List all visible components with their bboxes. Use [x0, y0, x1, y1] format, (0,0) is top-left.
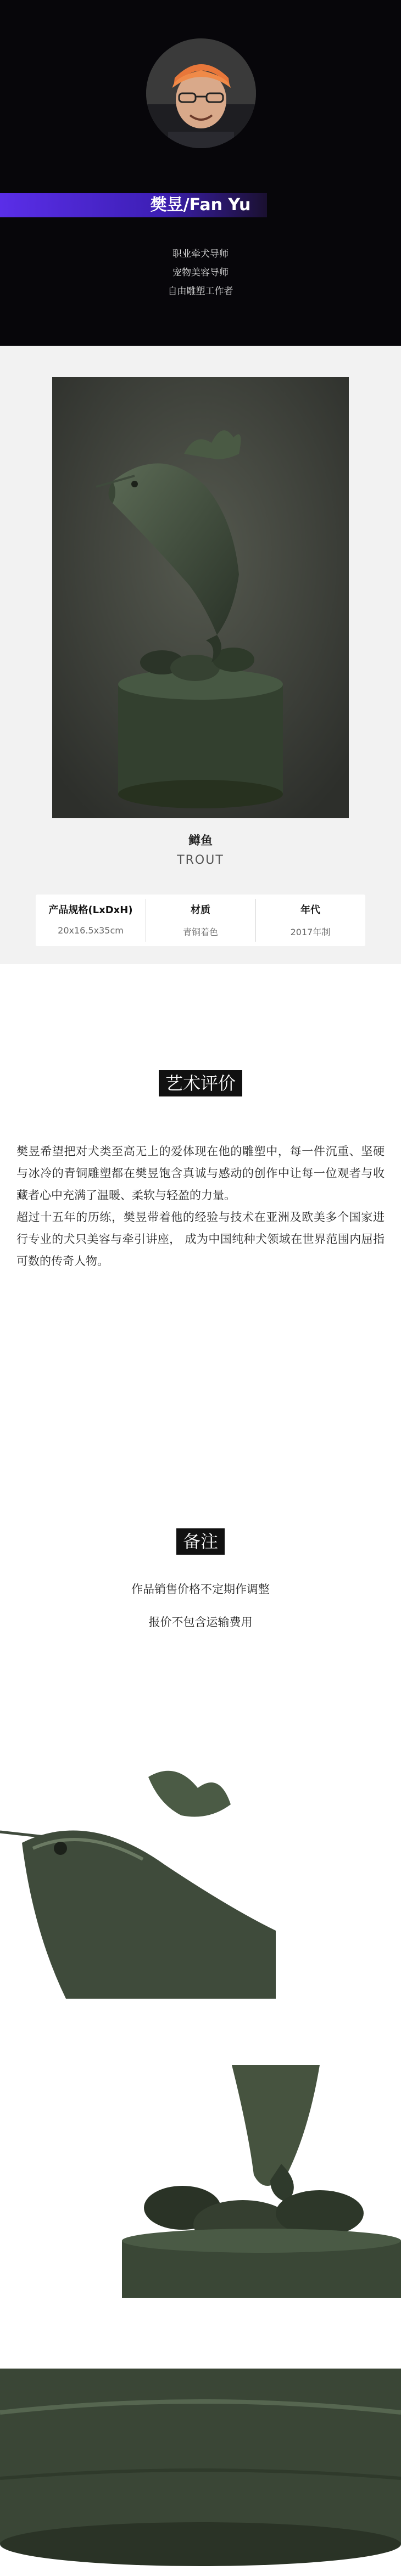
spec-material [146, 895, 255, 946]
detail-photo-fish-tail-rocks [122, 2065, 401, 2298]
note-line-2: 报价不包含运输费用 [148, 1616, 253, 1629]
spec-material-label: 材质 [191, 904, 210, 916]
artist-title-3: 自由雕塑工作者 [168, 286, 233, 297]
review-title: 艺术评价 [159, 1070, 242, 1096]
artist-title-1: 职业牵犬导师 [172, 249, 229, 260]
detail-photo-base [0, 2369, 401, 2576]
artist-title-2: 宠物美容导师 [172, 267, 229, 278]
note-line-1: 作品销售价格不定期作调整 [131, 1583, 270, 1596]
review-text [16, 1140, 385, 1272]
spec-year [255, 895, 365, 946]
spec-material-value: 青铜着色 [182, 927, 218, 937]
product-name: 鳟鱼 [188, 834, 213, 848]
trout-sculpture-photo [52, 377, 349, 818]
review-paragraph-2: 超过十五年的历练，樊昱带着他的经验与技术在亚洲及欧美多个国家进行专业的犬只美容与牵引讲座， 成为中国纯种犬领域在世界范围内屈指可数的传奇人物。 [16, 1211, 385, 1268]
product-section [0, 346, 401, 964]
notes-section-title [0, 1528, 401, 1555]
artist-titles [0, 245, 401, 301]
review-paragraph-1: 樊昱希望把对犬类至高无上的爱体现在他的雕塑中，每一件沉重、坚硬与冰冷的青铜雕塑都在樊昱饱含真诚与感动的创作中让每一位观者与收藏者心中充满了温暖、柔软与轻盈的力量。 [16, 1145, 385, 1202]
spec-card [36, 895, 365, 946]
product-name-en: TROUT [177, 853, 224, 867]
spec-year-value: 2017年制 [290, 927, 331, 937]
spec-size-label: 产品规格(LxDxH) [48, 904, 133, 916]
spec-year-label: 年代 [300, 904, 320, 916]
review-section-title [0, 1070, 401, 1096]
artist-avatar [146, 38, 256, 148]
artist-header [0, 0, 401, 346]
spec-size-value: 20x16.5x35cm [58, 925, 124, 936]
detail-photo-fish-head [0, 1766, 276, 1999]
notes-title: 备注 [176, 1528, 225, 1555]
spec-size [36, 895, 146, 946]
artist-name: 樊昱/Fan Yu [150, 195, 251, 215]
